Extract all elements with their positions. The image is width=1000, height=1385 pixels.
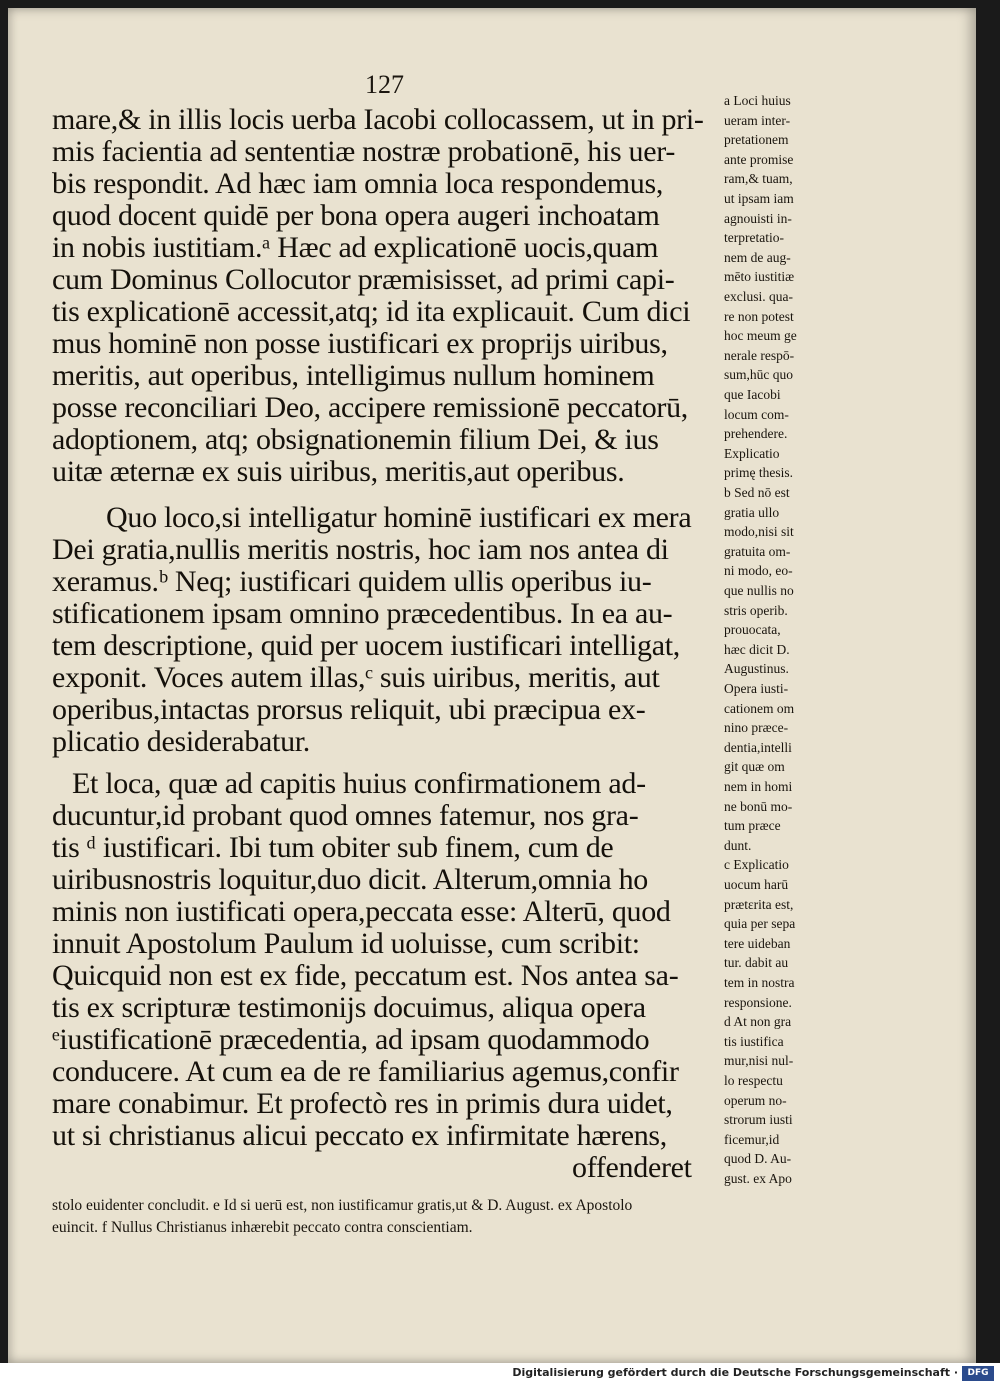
gloss-line: Augustinus. (724, 661, 789, 677)
gloss-line: cationem om (724, 700, 795, 716)
gloss-line: ni modo, eo- (724, 563, 793, 579)
gloss-line: ficemur,id (724, 1131, 780, 1147)
text-line: tis explicationē accessit,atq; id ita explicauit. Cum dici (52, 295, 691, 328)
text-line: stificationem ipsam omnino præcedentibus. In ea au- (52, 597, 673, 630)
gloss-line: mur,nisi nul- (724, 1053, 794, 1069)
dfg-logo: DFG (962, 1366, 994, 1381)
gloss-line: sum,hūc quo (724, 367, 793, 383)
gloss-line: nem de aug- (724, 249, 791, 265)
gloss-line: ante promise (724, 151, 794, 167)
gloss-line: tur. dabit au (724, 955, 789, 971)
text-line: bis respondit. Ad hæc iam omnia loca respondemus, (52, 167, 664, 200)
text-line: in nobis iustitiam.ᵃ Hæc ad explicationē uocis,quam (52, 231, 659, 264)
gloss-line: hoc meum ge (724, 328, 797, 344)
text-line: posse reconciliari Deo, accipere remissionē peccatorū, (52, 391, 688, 424)
gloss-line: Explicatio (724, 445, 780, 461)
text-line: offenderet (572, 1151, 692, 1184)
text-line: tis ᵈ iustificari. Ibi tum obiter sub finem, cum de (52, 831, 614, 864)
text-line: mare,& in illis locis uerba Iacobi collocassem, ut in pri- (52, 103, 704, 136)
book-page (8, 8, 976, 1363)
gloss-line: prehendere. (724, 426, 788, 442)
gloss-line: tum præce (724, 818, 781, 834)
gloss-line: nerale respō- (724, 347, 795, 363)
text-line: Dei gratia,nullis meritis nostris, hoc iam nos antea di (52, 533, 669, 566)
gloss-line: stris operib. (724, 602, 788, 618)
gloss-line: b Sed nō est (724, 485, 790, 500)
gloss-line: primę thesis. (724, 465, 793, 481)
gloss-line: gratuita om- (724, 543, 791, 559)
text-line: Et loca, quæ ad capitis huius confirmationem ad- (72, 767, 646, 800)
gloss-line: mēto iustitiæ (724, 269, 795, 285)
gloss-line: re non potest (724, 308, 794, 324)
page-number: 127 (365, 70, 404, 99)
text-line: conducere. At cum ea de re familiarius agemus,confir (52, 1055, 679, 1088)
gloss-line: que nullis no (724, 583, 794, 598)
gloss-line: operum no- (724, 1092, 787, 1108)
gloss-line: responsione. (724, 994, 792, 1010)
gloss-line: ueram inter- (724, 112, 791, 128)
gloss-line: quia per sepa (724, 916, 796, 932)
gloss-line: gratia ullo (724, 504, 780, 520)
text-line: xeramus.ᵇ Neq; iustificari quidem ullis operibus iu- (52, 565, 652, 598)
gloss-line: a Loci huius (724, 93, 791, 108)
digitization-footer (0, 1363, 1000, 1385)
gloss-line: que Iacobi (724, 387, 781, 402)
gloss-line: ne bonū mo- (724, 798, 793, 814)
gloss-line: hæc dicit D. (724, 641, 790, 657)
gloss-line: exclusi. qua- (724, 289, 793, 304)
gloss-line: prouocata, (724, 622, 781, 638)
gloss-line: dunt. (724, 837, 752, 853)
footnote-line: stolo euidenter concludit. e Id si uerū est, non iustificamur gratis,ut & D. August. ex Apostolo (52, 1197, 633, 1214)
gloss-line: tem in nostra (724, 975, 795, 990)
gloss-line: modo,nisi sit (724, 524, 794, 540)
gloss-line: Opera iusti- (724, 681, 789, 696)
gloss-line: dentia,intelli (724, 739, 792, 755)
gloss-line: ut ipsam iam (724, 191, 794, 206)
footer-credit: Digitalisierung gefördert durch die Deutsche Forschungsgemeinschaft · (512, 1366, 958, 1379)
gloss-line: lo respectu (724, 1073, 783, 1088)
gloss-line: nem in homi (724, 779, 793, 794)
gloss-line: uocum harū (724, 877, 789, 892)
text-line: quod docent quidē per bona opera augeri inchoatam (52, 199, 660, 232)
text-line: exponit. Voces autem illas,ᶜ suis uiribus, meritis, aut (52, 661, 660, 694)
gloss-line: gust. ex Apo (724, 1171, 792, 1186)
text-line: uiribusnostris loquitur,duo dicit. Alterum,omnia ho (52, 863, 648, 896)
text-line: adoptionem, atq; obsignationemin filium Dei, & ius (52, 423, 659, 456)
gloss-line: prætεrita est, (724, 896, 794, 912)
text-line: mus hominē non posse iustificari ex proprijs uiribus, (52, 327, 668, 360)
text-line: mare conabimur. Et profectò res in primis dura uidet, (52, 1087, 673, 1120)
text-line: ut si christianus alicui peccato ex infirmitate hærens, (52, 1119, 667, 1152)
text-line: innuit Apostolum Paulum id uoluisse, cum scribit: (52, 927, 640, 960)
text-line: ducuntur,id probant quod omnes fatemur, nos gra- (52, 799, 639, 832)
gloss-line: ram,& tuam, (724, 171, 793, 187)
gloss-line: tere uideban (724, 935, 791, 951)
text-line: Quo loco,si intelligatur hominē iustificari ex mera (106, 501, 692, 534)
text-line: minis non iustificati opera,peccata esse: Alterū, quod (52, 895, 671, 928)
gloss-line: terpretatio- (724, 230, 784, 246)
text-line: tem descriptione, quid per uocem iustificari intelligat, (52, 629, 681, 662)
text-line: mis facientia ad sententiæ nostræ probationē, his uer- (52, 135, 676, 168)
text-line: uitæ æternæ ex suis uiribus, meritis,aut operibus. (52, 455, 625, 488)
gloss-line: tis iustifica (724, 1033, 784, 1049)
text-line: meritis, aut operibus, intelligimus nullum hominem (52, 359, 655, 392)
text-line: tis ex scripturæ testimonijs docuimus, aliqua opera (52, 991, 646, 1024)
footnote-line: euincit. f Nullus Christianus inhærebit peccato contra conscientiam. (52, 1219, 473, 1236)
gloss-line: d At non gra (724, 1014, 792, 1030)
gloss-line: strorum iusti (724, 1112, 793, 1128)
text-line: ᵉiustificationē præcedentia, ad ipsam quodammodo (52, 1023, 650, 1056)
gloss-line: agnouisti in- (724, 210, 792, 226)
gloss-line: nino præce- (724, 720, 789, 736)
text-line: plicatio desiderabatur. (52, 725, 311, 758)
text-line: Quicquid non est ex fide, peccatum est. Nos antea sa- (52, 959, 679, 992)
text-line: operibus,intactas prorsus reliquit, ubi præcipua ex- (52, 693, 646, 726)
gloss-line: locum com- (724, 406, 789, 422)
gloss-line: c Explicatio (724, 857, 789, 873)
gloss-line: quod D. Au- (724, 1151, 792, 1167)
gloss-line: pretationem (724, 132, 789, 148)
text-line: cum Dominus Collocutor præmisisset, ad primi capi- (52, 263, 675, 296)
gloss-line: git quæ om (724, 759, 785, 775)
